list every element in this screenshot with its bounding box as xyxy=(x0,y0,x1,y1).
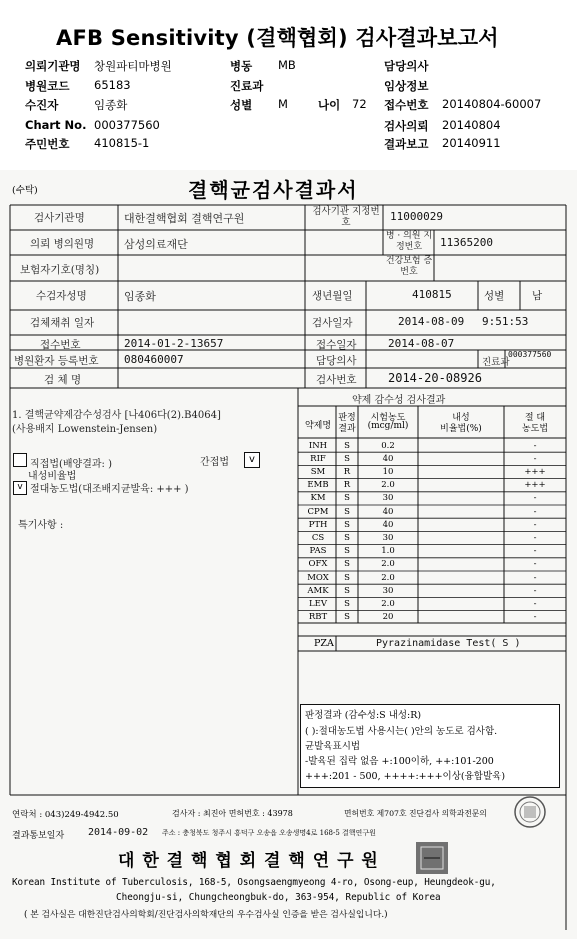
receipt-label: 접수번호 xyxy=(384,98,429,112)
direct-label: 직접법(배양결과: ) xyxy=(30,459,112,470)
id-value: 410815-1 xyxy=(94,136,150,150)
drug-abs-cell: - xyxy=(533,572,537,583)
form-sex-value: 남 xyxy=(532,290,543,302)
institute-name-kr: 대 한 결 핵 협 회 결 핵 연 구 원 xyxy=(118,851,379,871)
col-conc-unit: (mcg/ml) xyxy=(367,421,409,431)
test-date-label: 검사일자 xyxy=(312,317,353,329)
chart-value: 000377560 xyxy=(94,118,160,132)
director-seal-icon xyxy=(508,794,552,830)
insurance-label: 보험자기호(명칭) xyxy=(20,264,100,276)
code-label: 병원코드 xyxy=(25,79,70,93)
test-time-value: 9:51:53 xyxy=(482,315,529,328)
hospital-value: 창원파티마병원 xyxy=(94,59,172,73)
drug-name-cell: KM xyxy=(310,493,326,504)
sex-value: M xyxy=(278,97,288,111)
drug-result-cell: S xyxy=(344,585,350,596)
collect-label: 검체채취 일자 xyxy=(30,317,95,329)
test-item-line1: 1. 결핵균약제감수성검사 [나406다(2).B4064] xyxy=(12,410,221,421)
drug-name-cell: EMB xyxy=(307,480,329,491)
request-label: 검사의뢰 xyxy=(384,119,429,133)
address-en-2: Cheongju-si, Chungcheongbuk-do, 363-954, Republic of Korea xyxy=(116,892,441,903)
col-drug: 약제명 xyxy=(304,421,332,431)
drug-conc-cell: 40 xyxy=(382,506,394,517)
drug-result-cell: R xyxy=(343,466,351,477)
specimen-label: 검 체 명 xyxy=(44,374,82,386)
institute-seal-icon xyxy=(412,838,452,878)
drug-result-cell: S xyxy=(344,506,350,517)
drug-abs-cell: +++ xyxy=(524,466,546,477)
form-receipt-value: 2014-01-2-13657 xyxy=(124,337,224,350)
test-item-line2: (사용배지 Lowenstein-Jensen) xyxy=(12,424,158,435)
form-examinee-value: 임종화 xyxy=(124,290,156,303)
request-value: 20140804 xyxy=(442,118,501,132)
address-en-1: Korean Institute of Tuberculosis, 168-5, Osongsaengmyeong 4-ro, Osong-eup, Heungdeok-gu, xyxy=(12,877,496,888)
drug-result-cell: S xyxy=(344,532,350,543)
drug-name-cell: RBT xyxy=(308,612,328,623)
form-title: 결핵균검사결과서 xyxy=(188,178,359,202)
test-no-label: 검사번호 xyxy=(316,374,357,386)
indirect-label: 간접법 xyxy=(200,457,229,468)
col-abs2: 농도법 xyxy=(521,424,549,434)
patient-no-value: 080460007 xyxy=(124,353,184,366)
drug-abs-cell: - xyxy=(533,453,537,464)
drug-abs-cell: - xyxy=(533,532,537,543)
drug-result-cell: S xyxy=(344,572,350,583)
drug-name-cell: SM xyxy=(310,466,326,477)
drug-conc-cell: 40 xyxy=(382,453,394,464)
notify-label: 결과통보일자 xyxy=(12,831,65,841)
req-hosp-label: 의뢰 병의원명 xyxy=(30,238,95,250)
receipt-date-value: 2014-08-07 xyxy=(388,337,455,350)
test-date-value: 2014-08-09 xyxy=(398,315,465,328)
col-abs: 절 대 xyxy=(524,413,546,423)
form-tag: (수탁) xyxy=(12,185,38,196)
birth-label: 생년월일 xyxy=(312,290,353,302)
drug-result-cell: S xyxy=(344,546,350,557)
abs-conc-label: 절대농도법(대조배지균발육: +++ ) xyxy=(30,484,189,495)
req-hosp-value: 삼성의료재단 xyxy=(124,238,188,251)
judge-legend-box xyxy=(300,704,560,788)
drug-result-cell: S xyxy=(344,559,350,570)
drug-conc-cell: 2.0 xyxy=(381,559,395,570)
drug-abs-cell: - xyxy=(533,519,537,530)
birth-value: 410815 xyxy=(412,288,452,301)
examinee-value: 임종화 xyxy=(94,98,128,112)
drug-abs-cell: +++ xyxy=(524,480,546,491)
drug-name-cell: PTH xyxy=(308,519,328,530)
drug-conc-cell: 20 xyxy=(382,612,394,623)
drug-conc-cell: 40 xyxy=(382,519,394,530)
doctor-label: 담당의사 xyxy=(384,59,429,73)
dept-label: 진료과 xyxy=(230,79,264,93)
drug-result-cell: S xyxy=(344,493,350,504)
drug-conc-cell: 10 xyxy=(382,466,394,477)
judge-line-1: 판정결과 (감수성:S 내성:R) xyxy=(305,710,422,721)
drug-name-cell: RIF xyxy=(310,453,326,464)
drug-abs-cell: - xyxy=(533,493,537,504)
form-sex-label: 성별 xyxy=(484,290,505,302)
lab-value: 대한결핵협회 결핵연구원 xyxy=(124,212,245,225)
drug-abs-cell: - xyxy=(533,440,537,451)
drug-result-cell: S xyxy=(344,598,350,609)
lab-label: 검사기관명 xyxy=(34,212,85,224)
scanned-form xyxy=(0,170,577,939)
report-date-value: 20140911 xyxy=(442,136,501,150)
drug-name-cell: MOX xyxy=(307,572,329,583)
accreditation-note: ( 본 검사실은 대한진단검사의학회/진단검사의학재단의 우수검사실 인증을 받은 검사실입니다.) xyxy=(24,910,388,920)
lab-no-label: 검사기관 지정번호 xyxy=(312,206,380,228)
drug-abs-cell: - xyxy=(533,612,537,623)
drug-conc-cell: 30 xyxy=(382,585,394,596)
drug-result-cell: S xyxy=(344,612,350,623)
form-grid xyxy=(0,170,577,939)
ward-value: MB xyxy=(278,58,296,72)
form-dept-label: 진료과 xyxy=(482,357,510,368)
judge-line-5: +++:201 - 500, ++++:+++이상(융합발육) xyxy=(305,771,506,782)
footer-address-kr: 주소 : 충청북도 청주시 흥덕구 오송읍 오송생명4로 168-5 결핵연구원 xyxy=(162,829,376,837)
drug-name-cell: INH xyxy=(308,440,328,451)
health-no-label: 건강보험 증번호 xyxy=(385,256,433,277)
drug-abs-cell: - xyxy=(533,506,537,517)
col-judge2: 결과 xyxy=(338,424,356,434)
age-label: 나이 xyxy=(318,98,341,112)
sex-label: 성별 xyxy=(230,98,253,112)
drug-name-cell: CPM xyxy=(307,506,329,517)
examinee-label: 수진자 xyxy=(25,98,59,112)
drug-name-cell: LEV xyxy=(309,598,327,609)
drug-abs-cell: - xyxy=(533,585,537,596)
footer-license: 면허번호 제707호 진단검사 의학과전문의 xyxy=(344,809,487,818)
drug-abs-cell: - xyxy=(533,598,537,609)
code-value: 65183 xyxy=(94,78,131,92)
form-doctor-label: 담당의사 xyxy=(316,355,357,367)
report-date-label: 결과보고 xyxy=(384,137,429,151)
pza-label: PZA xyxy=(314,638,334,649)
result-title: 약제 감수성 검사결과 xyxy=(352,395,446,406)
drug-conc-cell: 1.0 xyxy=(381,546,395,557)
ratio-label: 내성비율법 xyxy=(28,471,77,482)
drug-result-cell: S xyxy=(344,453,350,464)
chart-label: Chart No. xyxy=(25,118,87,132)
drug-result-cell: S xyxy=(344,519,350,530)
hospital-label: 의뢰기관명 xyxy=(25,59,81,73)
drug-abs-cell: - xyxy=(533,559,537,570)
remarks-label: 특기사항 : xyxy=(18,520,64,531)
drug-conc-cell: 30 xyxy=(382,493,394,504)
drug-name-cell: PAS xyxy=(309,546,327,557)
receipt-date-label: 접수일자 xyxy=(316,339,357,351)
drug-name-cell: CS xyxy=(311,532,325,543)
drug-conc-cell: 30 xyxy=(382,532,394,543)
indirect-checkbox[interactable]: v xyxy=(244,452,260,468)
drug-abs-cell: - xyxy=(533,546,537,557)
footer-examiner: 검사자 : 최진아 면허번호 : 43978 xyxy=(172,809,293,818)
age-value: 72 xyxy=(352,97,367,111)
drug-name-cell: AMK xyxy=(307,585,329,596)
test-no-value: 2014-20-08926 xyxy=(388,371,482,385)
ward-label: 병동 xyxy=(230,59,253,73)
form-dept-value: 000377560 xyxy=(508,350,552,359)
judge-line-2: ( ):절대농도법 사용시는( )안의 농도로 검사함. xyxy=(305,726,498,737)
hosp-no-label: 병 · 의원 지정번호 xyxy=(385,231,433,252)
footer-contact: 연락처 : 043)249-4942.50 xyxy=(12,810,119,820)
clinical-label: 임상정보 xyxy=(384,79,429,93)
col-conc: 시험농도 xyxy=(370,413,406,423)
judge-line-3: 균발육표시법 xyxy=(305,741,361,752)
form-receipt-label: 접수번호 xyxy=(40,339,81,351)
drug-result-cell: R xyxy=(343,480,351,491)
hosp-no-value: 11365200 xyxy=(440,236,493,249)
drug-conc-cell: 0.2 xyxy=(381,440,395,451)
drug-name-cell: OFX xyxy=(308,559,328,570)
receipt-value: 20140804-60007 xyxy=(442,97,542,111)
id-label: 주민번호 xyxy=(25,137,70,151)
direct-checkbox[interactable] xyxy=(13,453,27,467)
pza-value: Pyrazinamidase Test( S ) xyxy=(376,638,521,649)
drug-conc-cell: 2.0 xyxy=(381,480,395,491)
report-title: AFB Sensitivity (결핵협회) 검사결과보고서 xyxy=(56,26,499,50)
drug-conc-cell: 2.0 xyxy=(381,572,395,583)
col-ratio2: 비율법(%) xyxy=(440,424,482,434)
col-judge: 판정 xyxy=(338,413,356,423)
lab-no-value: 11000029 xyxy=(390,210,443,223)
drug-result-cell: S xyxy=(344,440,350,451)
abs-conc-checkbox[interactable]: v xyxy=(13,481,27,495)
col-ratio: 내성 xyxy=(452,413,470,423)
form-examinee-label: 수검자성명 xyxy=(36,290,87,302)
notify-value: 2014-09-02 xyxy=(88,827,149,838)
patient-no-label: 병원환자 등록번호 xyxy=(14,355,99,367)
drug-conc-cell: 2.0 xyxy=(381,598,395,609)
judge-line-4: -발육된 집락 없음 +:100이하, ++:101-200 xyxy=(305,756,494,767)
